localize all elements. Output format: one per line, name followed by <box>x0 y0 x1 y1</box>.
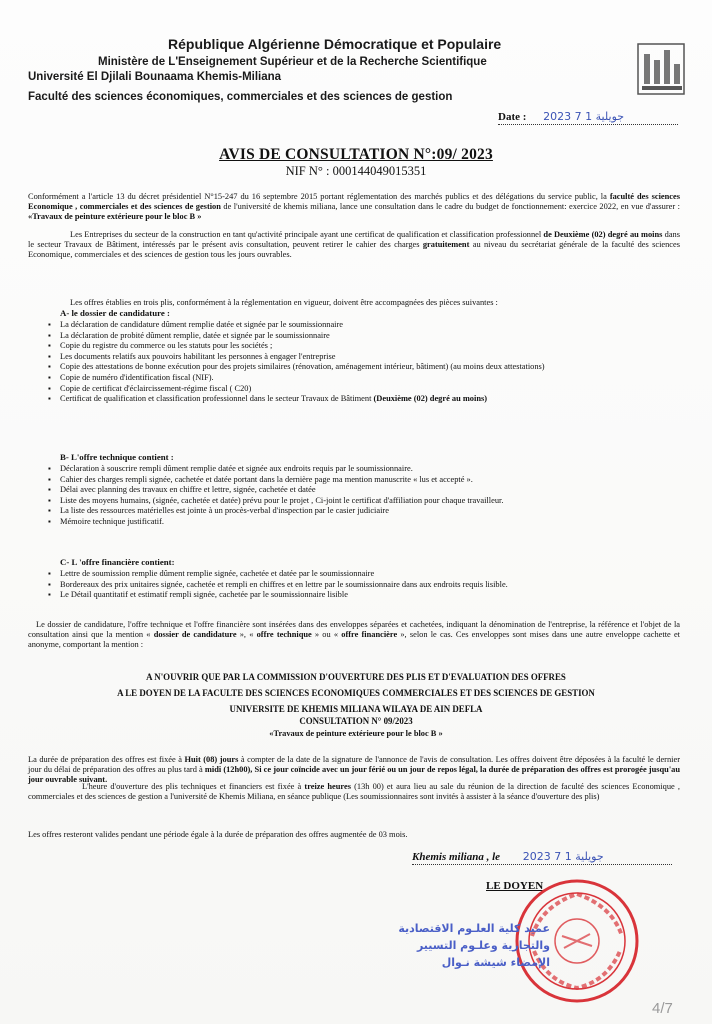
mention-doyen: A LE DOYEN DE LA FACULTE DES SCIENCES ECONOMIQUES COMMERCIALES ET DES SCIENCES DE GESTION <box>117 688 595 698</box>
list-item: ▪ Certificat de qualification et classification professionnel dans le secteur Travaux de Bâtiment (Deuxième (02) degré au moins) <box>60 394 694 405</box>
signature-date-handwritten: 2023 جويلية 1 7 <box>522 850 604 863</box>
list-item: ▪ La liste des ressources matérielles est jointe à un procès-verbal d'inspection par le casier judiciaire <box>60 506 694 517</box>
paragraph-envelopes: Le dossier de candidature, l'offre technique et l'offre financière sont insérées dans des enveloppes séparées et cachetées, indiquant la dénomination de l'entreprise, la référence et l'objet de la consultation ainsi que la mention « dossier de candidature », « offre technique » ou « offre financière », selon le cas. Ces enveloppes sont mises dans une autre enveloppe cachette et anonyme, comportant la mention : <box>28 620 680 650</box>
mention-commission: A N'OUVRIR QUE PAR LA COMMISSION D'OUVERTURE DES PLIS ET D'EVALUATION DES OFFRES <box>146 672 566 682</box>
mention-university: UNIVERSITE DE KHEMIS MILIANA WILAYA DE AIN DEFLA <box>229 704 483 714</box>
date-label: Date : <box>498 111 527 123</box>
section-a-list <box>46 320 694 405</box>
list-item: ▪ Déclaration à souscrire rempli dûment remplie datée et signée aux endroits requis par le soumissionnaire. <box>60 464 694 475</box>
list-item: ▪ Bordereaux des prix unitaires signée, cachetée et rempli en chiffres et en lettre par le soumissionnaire dans aux endroits requis lisible. <box>60 580 694 591</box>
list-item: ▪ Copie de certificat d'éclaircissement-régime fiscal ( C20) <box>60 384 694 395</box>
list-item: ▪ Lettre de soumission remplie dûment remplie signée, cachetée et datée par le soumissionnaire <box>60 569 694 580</box>
signature-role: LE DOYEN <box>486 880 544 892</box>
section-b-title: B- L'offre technique contient : <box>60 452 174 462</box>
document-title: AVIS DE CONSULTATION N°:09/ 2023 <box>219 146 493 163</box>
header-ministry: Ministère de L'Enseignement Supérieur et de la Recherche Scientifique <box>98 56 487 68</box>
section-c-list <box>46 569 694 601</box>
list-item: ▪ Copie du registre du commerce ou les statuts pour les sociétés ; <box>60 341 694 352</box>
header-republic: République Algérienne Démocratique et Populaire <box>168 36 502 52</box>
section-b-list <box>46 464 694 528</box>
list-item: ▪ Cahier des charges rempli signée, cachetée et datée portant dans la dernière page ma mention manuscrite « lus et accepté ». <box>60 475 694 486</box>
paragraph-intro: Conformément a l'article 13 du décret présidentiel N°15-247 du 16 septembre 2015 portant réglementation des marchés publics et des délégations du service public, la faculté des sciences Economique , commerciales et des sciences de gestion de l'université de khemis miliana, lance une consultation dans le cadre du budget de fonctionnement: exercice 2022, en vue d'assurer : «Travaux de peinture extérieure pour le bloc B » <box>28 192 680 222</box>
mention-object: «Travaux de peinture extérieure pour le bloc B » <box>269 729 443 738</box>
header-university: Université El Djilali Bounaama Khemis-Miliana <box>28 71 282 83</box>
paragraph-opening: L'heure d'ouverture des plis techniques et financiers est fixée à treize heures (13h 00) et aura lieu au sale du réunion de la direction de faculté des sciences Economique , commerciales et des sciences de gestion a l'université de Khemis Miliana, en séance publique (Les soumissionnaires sont invités à assister à la séance d'ouverture des plis) <box>28 782 680 802</box>
list-item: ▪ Copie des attestations de bonne exécution pour des projets similaires (rénovation, aménagement intérieur, bâtiment) (au moins deux attestations) <box>60 362 694 373</box>
paragraph-offers: Les offres établies en trois plis, conformément à la réglementation en vigueur, doivent être accompagnées des pièces suivantes : <box>70 298 498 307</box>
signature-arabic: عميد كلية العلـوم الاقتصادية والتجارية وعلـوم التسيير الإمضاء شيشة نـوال <box>398 922 550 969</box>
university-logo <box>636 40 686 98</box>
nif-number: NIF N° : 000144049015351 <box>285 164 427 178</box>
page-number: 4/7 <box>652 1000 673 1017</box>
list-item: ▪ Délai avec planning des travaux en chiffre et lettre, signée, cachetée et datée <box>60 485 694 496</box>
list-item: ▪ La déclaration de candidature dûment remplie datée et signée par le soumissionnaire <box>60 320 694 331</box>
paragraph-validity: Les offres resteront valides pendant une période égale à la durée de préparation des offres augmentée de 03 mois. <box>28 830 408 839</box>
list-item: ▪ Le Détail quantitatif et estimatif rempli signée, cachetée par le soumissionnaire lisible <box>60 590 694 601</box>
section-c-title: C- L 'offre financière contient: <box>60 557 175 567</box>
signature-location: Khemis miliana , le 2023 جويلية 1 7 <box>412 850 672 865</box>
section-a-title: A- le dossier de candidature : <box>60 308 170 318</box>
list-item: ▪ Copie de numéro d'identification fiscal (NIF). <box>60 373 694 384</box>
list-item: ▪ Les documents relatifs aux pouvoirs habilitant les personnes à engager l'entreprise <box>60 352 694 363</box>
paragraph-duration: La durée de préparation des offres est fixée à Huit (08) jours à compter de la date de la signature de l'annonce de l'avis de consultation. Les offres doivent être déposées à la faculté le dernier jour du délai de préparation des offres au plus tard à midi (12h00), Si ce jour coïncide avec un jour férié ou un jour de repos légal, la durée de préparation des offres est prorogée jusqu'au jour ouvrable suivant. <box>28 755 680 785</box>
date-handwritten: 2023 جويلية 1 7 <box>543 110 625 123</box>
mention-consultation: CONSULTATION N° 09/2023 <box>299 716 413 726</box>
date-line <box>498 110 678 125</box>
list-item: ▪ La déclaration de probité dûment remplie, datée et signée par le soumissionnaire <box>60 331 694 342</box>
list-item: ▪ Mémoire technique justificatif. <box>60 517 694 528</box>
list-item: ▪ Liste des moyens humains, (signée, cachetée et datée) prévu pour le projet , Ci-joint le certificat d'affiliation pour chaque travailleur. <box>60 496 694 507</box>
header-faculty: Faculté des sciences économiques, commerciales et des sciences de gestion <box>28 91 453 103</box>
paragraph-eligibility: Les Entreprises du secteur de la construction en tant qu'activité principale ayant une certificat de qualification et classification professionnel de Deuxième (02) degré au moins dans le secteur Travaux de Bâtiment, intéressés par le présent avis consultation, peuvent retirer le cahier des charges gratuitement au niveau du secrétariat générale de la faculté des sciences Economique, commerciales et des sciences de gestion tous les jours ouvrables. <box>28 230 681 260</box>
